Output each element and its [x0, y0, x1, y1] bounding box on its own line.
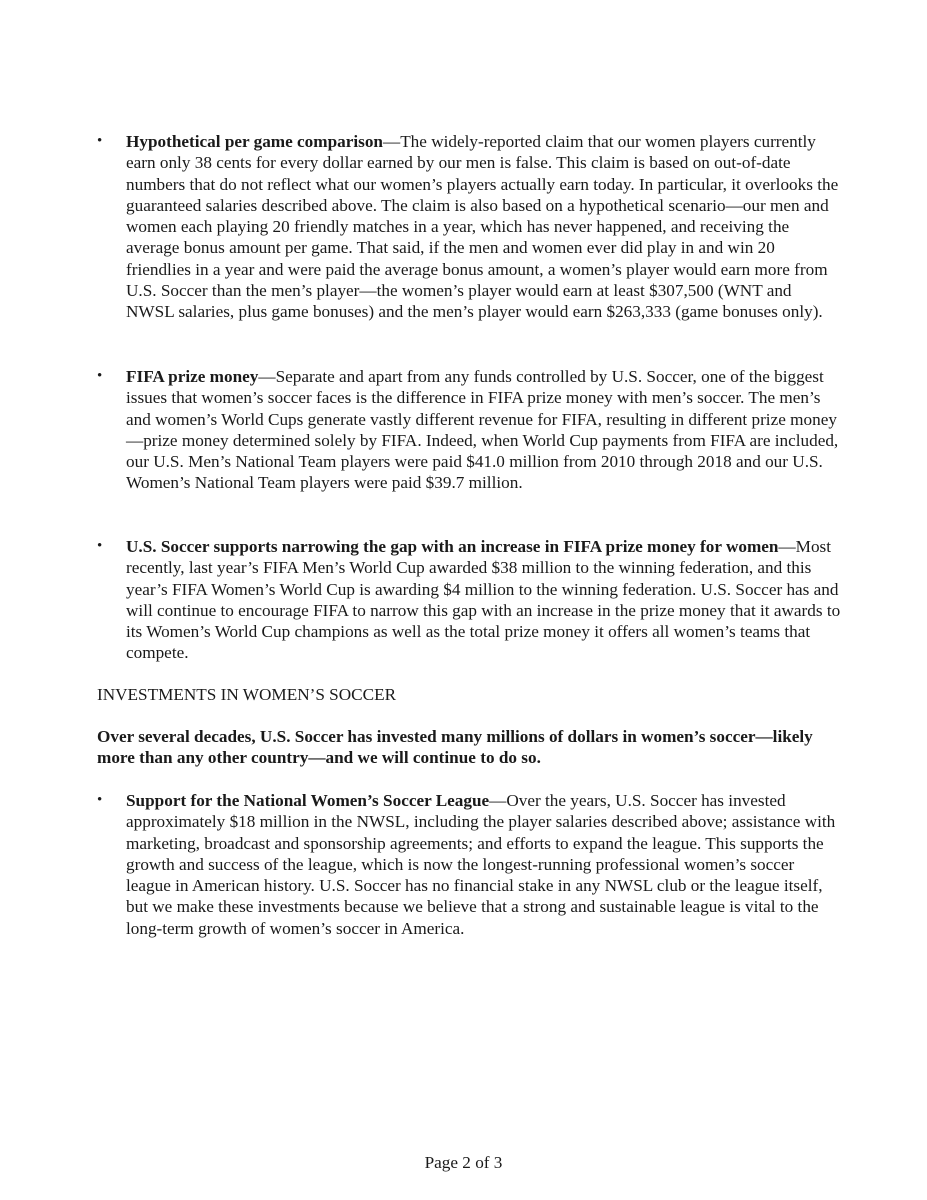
bullet-body: —Over the years, U.S. Soccer has invested approximately $18 million in the NWSL, including the player salaries described above; assistance with marketing, broadcast and sponsorship agreements; and efforts to expand the league. This supports the growth and success of the league, which is now the longest-running professional women’s soccer league in American history. U.S. Soccer has no financial stake in any NWSL club or the league itself, but we make these investments because we believe that a strong and sustainable league is vital to the long-term growth of women’s soccer in America.: [126, 791, 836, 938]
bullet-body: —Separate and apart from any funds controlled by U.S. Soccer, one of the biggest issues that women’s soccer faces is the difference in FIFA prize money with men’s soccer. The men’s and women’s World Cups generate vastly different revenue for FIFA, resulting in different prize money—prize money determined solely by FIFA. Indeed, when World Cup payments from FIFA are included, our U.S. Men’s National Team players were paid $41.0 million from 2010 through 2018 and our U.S. Women’s National Team players were paid $39.7 million.: [126, 367, 839, 493]
bullet-item-narrowing-gap: [97, 536, 842, 664]
bullet-title: Support for the National Women’s Soccer League: [126, 791, 490, 810]
bullet-paragraph: [126, 790, 842, 939]
section-lead-paragraph: Over several decades, U.S. Soccer has invested many millions of dollars in women’s soccer—likely more than any other country—and we will continue to do so.: [97, 727, 813, 768]
bullet-paragraph: [126, 131, 842, 323]
bullet-body: —Most recently, last year’s FIFA Men’s World Cup awarded $38 million to the winning federation, and this year’s FIFA Women’s World Cup is awarding $4 million to the winning federation. U.S. Soccer has and will continue to encourage FIFA to narrow this gap with an increase in the prize money that it awards to its Women’s World Cup champions as well as the total prize money it offers all women’s teams that compete.: [126, 537, 841, 663]
section-heading: INVESTMENTS IN WOMEN’S SOCCER: [97, 685, 397, 704]
bullet-marker: •: [97, 133, 103, 149]
bullet-marker: •: [97, 368, 103, 384]
bullet-paragraph: [126, 536, 842, 664]
page-number: Page 2 of 3: [424, 1153, 503, 1172]
bullet-title: U.S. Soccer supports narrowing the gap with an increase in FIFA prize money for women: [126, 537, 779, 556]
bullet-title: FIFA prize money: [126, 367, 259, 386]
bullet-marker: •: [97, 538, 103, 554]
bullet-item-per-game-comparison: [97, 131, 842, 323]
bullet-title: Hypothetical per game comparison: [126, 132, 383, 151]
bullet-item-nwsl-support: [97, 790, 842, 939]
bullet-paragraph: [126, 366, 842, 494]
bullet-item-fifa-prize-money: [97, 366, 842, 494]
bullet-body: —The widely-reported claim that our women players currently earn only 38 cents for every dollar earned by our men is false. This claim is based on out-of-date numbers that do not reflect what our women’s players actually earn today. In particular, it overlooks the guaranteed salaries described above. The claim is also based on a hypothetical scenario—our men and women each playing 20 friendly matches in a year, which has never happened, and receiving the average bonus amount per game. That said, if the men and women ever did play in and win 20 friendlies in a year and were paid the average bonus amount, a women’s player would earn more from U.S. Soccer than the men’s player—the women’s player would earn at least $307,500 (WNT and NWSL salaries, plus game bonuses) and the men’s player would earn $263,333 (game bonuses only).: [126, 132, 839, 322]
bullet-marker: •: [97, 792, 103, 808]
